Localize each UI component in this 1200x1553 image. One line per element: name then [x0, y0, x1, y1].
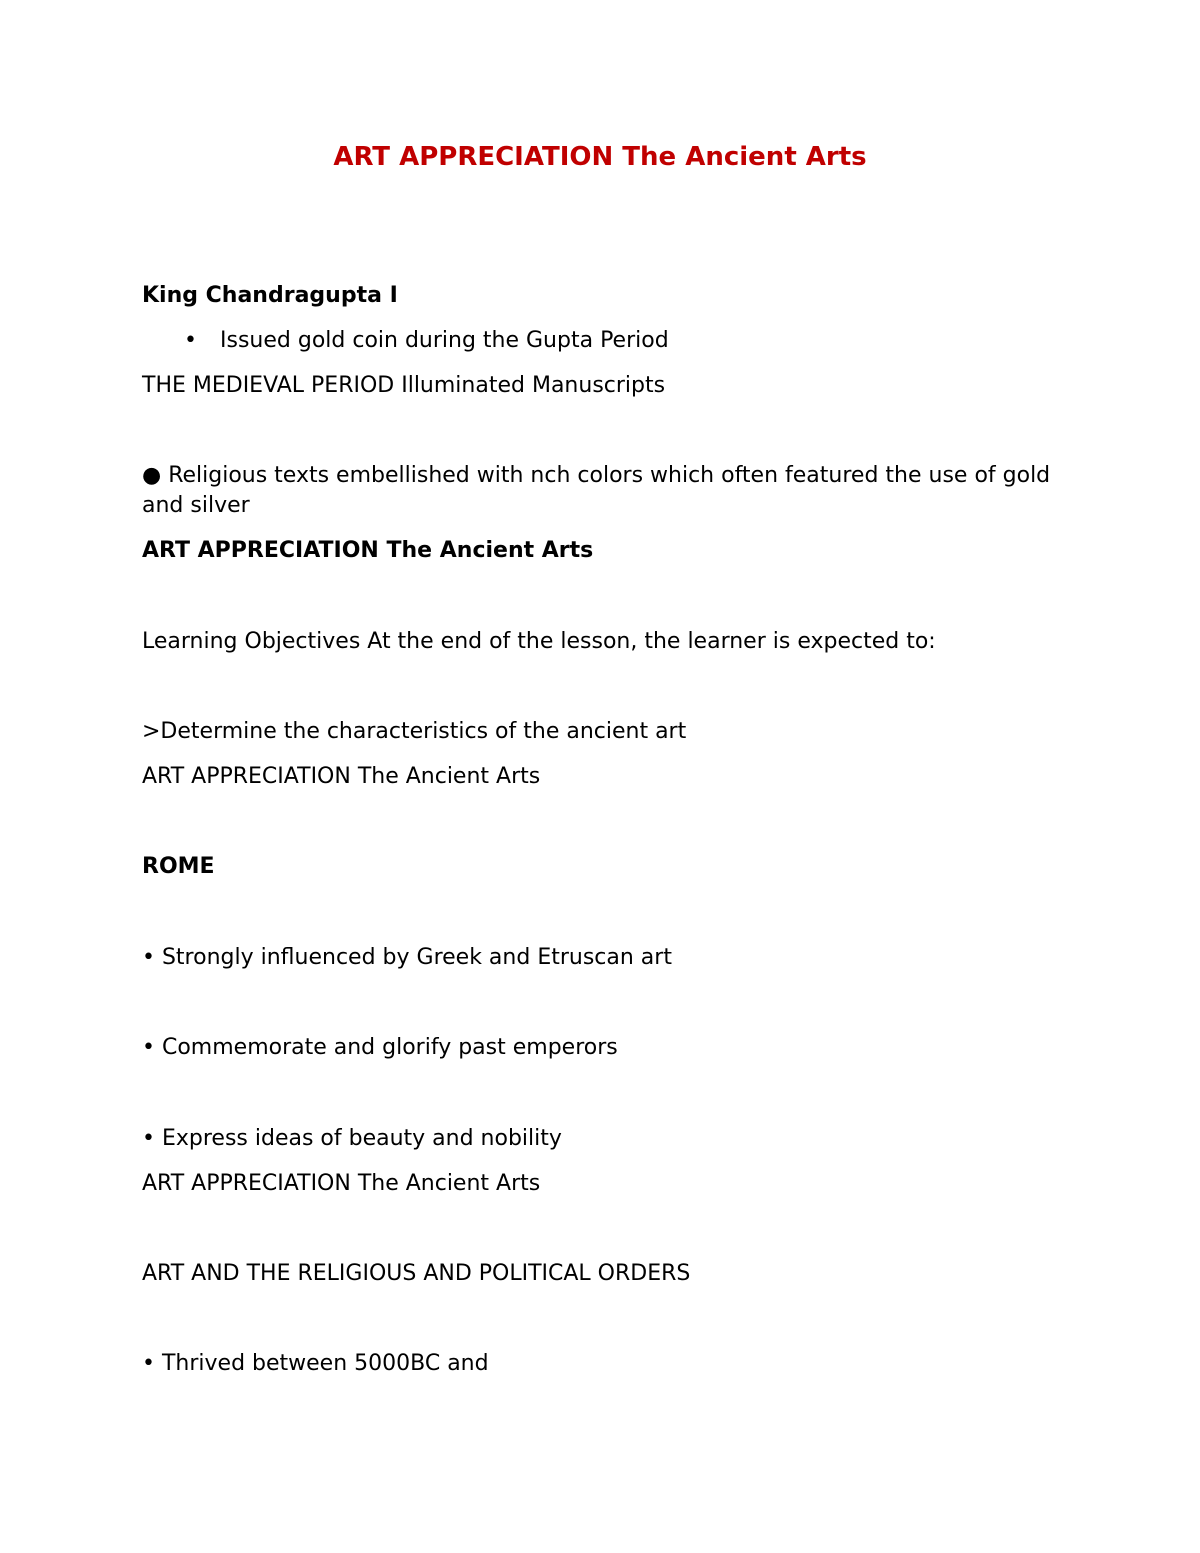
paragraph-learning-objectives: Learning Objectives At the end of the lesson, the learner is expected to: [142, 629, 936, 654]
list-item-gold-coin [184, 326, 669, 356]
heading-art-appreciation-3: ART APPRECIATION The Ancient Arts [142, 764, 541, 789]
heading-king-chandragupta: King Chandragupta I [142, 283, 398, 308]
heading-medieval-period: THE MEDIEVAL PERIOD Illuminated Manuscripts [142, 373, 666, 398]
list-item-commemorate: • Commemorate and glorify past emperors [142, 1035, 618, 1060]
heading-art-appreciation-4: ART APPRECIATION The Ancient Arts [142, 1171, 541, 1196]
list-item-thrived-between: • Thrived between 5000BC and [142, 1351, 489, 1376]
heading-religious-political-orders: ART AND THE RELIGIOUS AND POLITICAL ORDERS [142, 1261, 691, 1286]
paragraph-religious-texts: ● Religious texts embellished with nch colors which often featured the use of gold and silver [142, 463, 1051, 518]
list-item-text: Issued gold coin during the Gupta Period [220, 328, 669, 353]
paragraph-determine-characteristics: >Determine the characteristics of the ancient art [142, 719, 687, 744]
heading-rome: ROME [142, 854, 215, 879]
list-item-greek-etruscan: • Strongly influenced by Greek and Etruscan art [142, 945, 672, 970]
heading-art-appreciation-2: ART APPRECIATION The Ancient Arts [142, 538, 594, 563]
document-title: ART APPRECIATION The Ancient Arts [333, 142, 867, 172]
list-item-beauty-nobility: • Express ideas of beauty and nobility [142, 1126, 562, 1151]
bullet-icon: • [184, 328, 197, 353]
